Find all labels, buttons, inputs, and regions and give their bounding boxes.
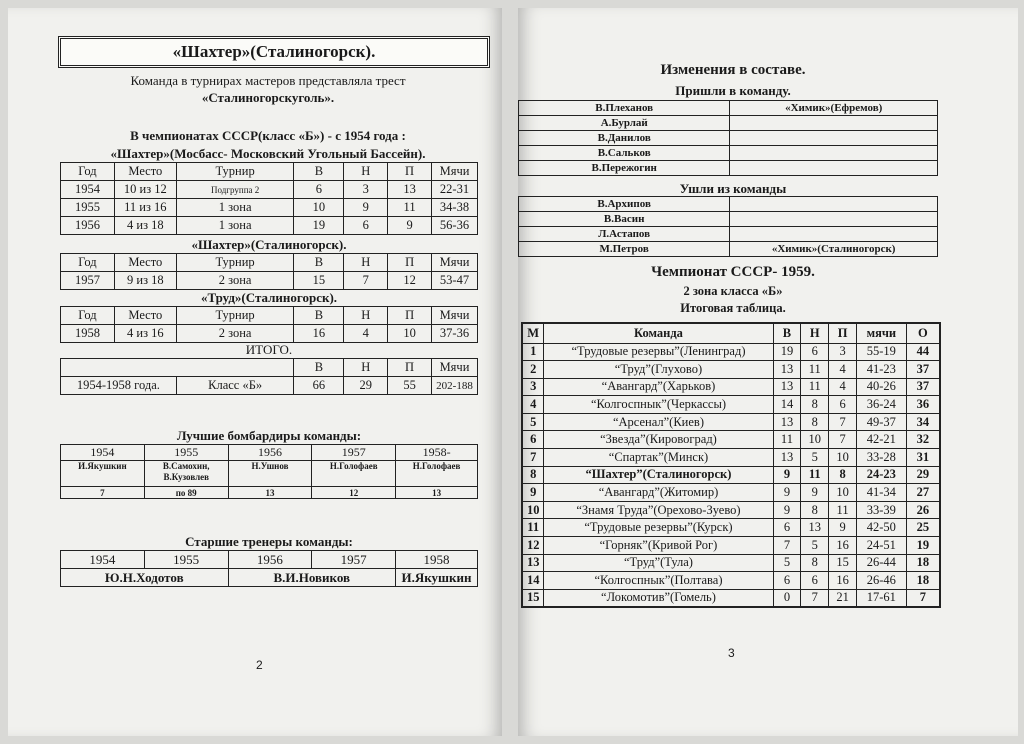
th-draws: Н: [344, 163, 388, 181]
standings-header-row: [522, 323, 940, 343]
th-wins: В: [294, 254, 344, 272]
th-draws: Н: [344, 307, 388, 325]
right-page: [518, 8, 1018, 736]
cell-team: “Горняк”(Кривой Рог): [544, 537, 773, 555]
scorer-name: Н.Ушнов: [228, 461, 312, 487]
cell-wins: 9: [773, 501, 801, 519]
th-wins: В: [294, 163, 344, 181]
scorer-name: В.Самохин, В.Кузовлев: [144, 461, 228, 487]
cell-goals: 41-23: [856, 361, 906, 379]
cell-position: 8: [522, 466, 544, 484]
standings-row: [522, 413, 940, 431]
cell-points: 7: [906, 589, 940, 607]
standings-row: [522, 466, 940, 484]
cell-team: “Колгоспнык”(Черкассы): [544, 396, 773, 414]
cell-losses: 15: [829, 554, 857, 572]
cell-goals: 24-23: [856, 466, 906, 484]
cell-losses: 10: [388, 325, 432, 343]
cell-goals: 42-21: [856, 431, 906, 449]
cell-losses: 4: [829, 361, 857, 379]
cell-team: “Арсенал”(Киев): [544, 413, 773, 431]
came-table: [518, 100, 938, 176]
cell-points: 36: [906, 396, 940, 414]
cell-points: 44: [906, 343, 940, 361]
th-year: Год: [61, 163, 115, 181]
coaches-year-row: [61, 551, 478, 569]
player-to: [730, 212, 938, 227]
cell-draws: 8: [801, 501, 829, 519]
cell-wins: 9: [773, 466, 801, 484]
table-header-row: [61, 359, 478, 377]
coach-year: 1958: [396, 551, 478, 569]
cell-draws: 5: [801, 537, 829, 555]
cell-tournament: 1 зона: [176, 199, 294, 217]
championship-table-title: Итоговая таблица.: [680, 301, 786, 315]
cell-points: 18: [906, 572, 940, 590]
cell-class: Класс «Б»: [176, 377, 294, 395]
coaches-title: Старшие тренеры команды:: [185, 534, 353, 549]
scorer-name: Н.Голофаев: [312, 461, 396, 487]
cell-draws: 7: [801, 589, 829, 607]
table-header-row: [61, 163, 478, 181]
coach-name: И.Якушкин: [396, 569, 478, 587]
cell-draws: 13: [801, 519, 829, 537]
cell-tournament: 1 зона: [176, 217, 294, 235]
cell-wins: 13: [773, 413, 801, 431]
cell-draws: 8: [801, 554, 829, 572]
cell-position: 10: [522, 501, 544, 519]
cell-year: 1954: [61, 181, 115, 199]
table-2-title: «Шахтер»(Сталиногорск).: [191, 237, 347, 252]
th-losses: П: [829, 323, 857, 343]
cell-wins: 0: [773, 589, 801, 607]
cell-tournament: Подгруппа 2: [176, 181, 294, 199]
cell-goals: 36-24: [856, 396, 906, 414]
table-row: [61, 325, 478, 343]
cell-goals: 26-46: [856, 572, 906, 590]
cell-team: “Колгоспнык”(Полтава): [544, 572, 773, 590]
th-place: Место: [114, 307, 176, 325]
player-from: [730, 146, 938, 161]
th-year: Год: [61, 307, 115, 325]
player-name: В.Васин: [519, 212, 730, 227]
cell-team: “Авангард”(Житомир): [544, 484, 773, 502]
cell-goals: 24-51: [856, 537, 906, 555]
scorer-goals: 13: [396, 487, 478, 499]
cell-position: 15: [522, 589, 544, 607]
cell-wins: 5: [773, 554, 801, 572]
cell-draws: 8: [801, 413, 829, 431]
total-table: [60, 358, 478, 395]
cell-wins: 6: [294, 181, 344, 199]
cell-team: “Трудовые резервы”(Курск): [544, 519, 773, 537]
table-row: [519, 146, 938, 161]
scorers-year-row: [61, 445, 478, 461]
th-losses: П: [388, 163, 432, 181]
scorer-goals: 13: [228, 487, 312, 499]
cell-team: “Локомотив”(Гомель): [544, 589, 773, 607]
cell-position: 1: [522, 343, 544, 361]
cell-wins: 16: [294, 325, 344, 343]
th-wins: В: [294, 307, 344, 325]
th-goals: Мячи: [432, 254, 478, 272]
cell-losses: 10: [829, 484, 857, 502]
scorers-title: Лучшие бомбардиры команды:: [176, 428, 362, 443]
cell-draws: 6: [344, 217, 388, 235]
standings-row: [522, 449, 940, 467]
cell-losses: 13: [388, 181, 432, 199]
cell-draws: 29: [344, 377, 388, 395]
cell-place: 9 из 18: [114, 272, 176, 290]
th-draws: Н: [801, 323, 829, 343]
cell-team: “Трудовые резервы”(Ленинград): [544, 343, 773, 361]
cell-goals: 41-34: [856, 484, 906, 502]
section-subheading: «Шахтер»(Мосбасс- Московский Угольный Бассейн).: [110, 146, 426, 161]
table-row: [519, 242, 938, 257]
cell-position: 7: [522, 449, 544, 467]
player-to: [730, 197, 938, 212]
cell-points: 32: [906, 431, 940, 449]
table-row: [519, 227, 938, 242]
scorers-table: [60, 444, 478, 499]
cell-losses: 8: [829, 466, 857, 484]
th-goals: Мячи: [432, 307, 478, 325]
player-name: В.Пережогин: [519, 161, 730, 176]
player-from: «Химик»(Ефремов): [730, 101, 938, 116]
page-number: 3: [728, 646, 735, 660]
cell-position: 3: [522, 378, 544, 396]
cell-losses: 16: [829, 572, 857, 590]
th-goals: Мячи: [431, 359, 477, 377]
cell-position: 14: [522, 572, 544, 590]
table-row: [519, 101, 938, 116]
section-heading-line: В чемпионатах СССР(класс «Б») - с 1954 года :: [130, 128, 406, 143]
th-tournament: Турнир: [176, 254, 294, 272]
table-3-title: «Труд»(Сталиногорск).: [200, 290, 338, 305]
cell-points: 31: [906, 449, 940, 467]
cell-draws: 8: [801, 396, 829, 414]
cell-position: 9: [522, 484, 544, 502]
cell-place: 10 из 12: [114, 181, 176, 199]
championship-zone: 2 зона класса «Б»: [683, 284, 783, 298]
cell-losses: 3: [829, 343, 857, 361]
player-name: А.Бурлай: [519, 116, 730, 131]
cell-goals: 55-19: [856, 343, 906, 361]
cell-points: 19: [906, 537, 940, 555]
table-row: [61, 272, 478, 290]
scorer-year: 1958-: [396, 445, 478, 461]
cell-losses: 12: [388, 272, 432, 290]
cell-points: 27: [906, 484, 940, 502]
cell-losses: 9: [829, 519, 857, 537]
standings-row: [522, 537, 940, 555]
table-row: [61, 217, 478, 235]
intro-line-1: Команда в турнирах мастеров представляла трест: [130, 73, 406, 88]
cell-team: “Авангард”(Харьков): [544, 378, 773, 396]
scorer-year: 1954: [61, 445, 145, 461]
cell-losses: 7: [829, 431, 857, 449]
th-place: Место: [114, 254, 176, 272]
player-to: [730, 227, 938, 242]
left-page: [8, 8, 502, 736]
cell-year: 1958: [61, 325, 115, 343]
cell-losses: 11: [829, 501, 857, 519]
standings-row: [522, 589, 940, 607]
cell-goals: 34-38: [432, 199, 478, 217]
th-goals: Мячи: [432, 163, 478, 181]
coach-year: 1955: [144, 551, 228, 569]
th-team: Команда: [544, 323, 773, 343]
coach-year: 1956: [228, 551, 312, 569]
th-wins: В: [773, 323, 801, 343]
cell-losses: 16: [829, 537, 857, 555]
cell-goals: 42-50: [856, 519, 906, 537]
intro-line-2: «Сталиногорскуголь».: [201, 90, 335, 105]
cell-wins: 13: [773, 361, 801, 379]
cell-wins: 9: [773, 484, 801, 502]
scorer-goals: 7: [61, 487, 145, 499]
page-title-box: [58, 36, 490, 68]
cell-position: 6: [522, 431, 544, 449]
player-name: Л.Астапов: [519, 227, 730, 242]
left-team-title: Ушли из команды: [679, 181, 787, 196]
th-place: Место: [114, 163, 176, 181]
cell-wins: 15: [294, 272, 344, 290]
player-from: [730, 131, 938, 146]
total-title: ИТОГО.: [245, 342, 293, 357]
cell-wins: 11: [773, 431, 801, 449]
player-name: В.Данилов: [519, 131, 730, 146]
standings-row: [522, 554, 940, 572]
standings-row: [522, 431, 940, 449]
table-row: [61, 199, 478, 217]
intro: [48, 72, 488, 106]
scorer-year: 1956: [228, 445, 312, 461]
cell-losses: 7: [829, 413, 857, 431]
cell-draws: 11: [801, 466, 829, 484]
table-row: [519, 131, 938, 146]
standings-row: [522, 361, 940, 379]
cell-wins: 7: [773, 537, 801, 555]
scorer-name: Н.Голофаев: [396, 461, 478, 487]
table-header-row: [61, 307, 478, 325]
cell-position: 5: [522, 413, 544, 431]
cell-losses: 21: [829, 589, 857, 607]
scorer-goals: 12: [312, 487, 396, 499]
standings-row: [522, 519, 940, 537]
changes-title: Изменения в составе.: [660, 62, 806, 78]
cell-points: 34: [906, 413, 940, 431]
cell-goals: 26-44: [856, 554, 906, 572]
scorer-year: 1955: [144, 445, 228, 461]
cell-team: “Шахтер”(Сталиногорск): [544, 466, 773, 484]
coach-name: Ю.Н.Ходотов: [61, 569, 229, 587]
seasons-table-3: [60, 306, 478, 343]
cell-wins: 13: [773, 449, 801, 467]
seasons-table-1: [60, 162, 478, 235]
page-number: 2: [256, 658, 263, 672]
cell-goals: 40-26: [856, 378, 906, 396]
cell-goals: 22-31: [432, 181, 478, 199]
coach-year: 1957: [312, 551, 396, 569]
player-to: «Химик»(Сталиногорск): [730, 242, 938, 257]
cell-wins: 19: [294, 217, 344, 235]
cell-wins: 66: [294, 377, 344, 395]
cell-team: “Спартак”(Минск): [544, 449, 773, 467]
th-losses: П: [388, 307, 432, 325]
cell-draws: 11: [801, 361, 829, 379]
th-goals: мячи: [856, 323, 906, 343]
cell-wins: 10: [294, 199, 344, 217]
cell-goals: 33-28: [856, 449, 906, 467]
player-from: [730, 116, 938, 131]
cell-losses: 9: [388, 217, 432, 235]
player-from: [730, 161, 938, 176]
cell-points: 25: [906, 519, 940, 537]
cell-position: 13: [522, 554, 544, 572]
table-row: [519, 116, 938, 131]
left-table: [518, 196, 938, 257]
cell-points: 29: [906, 466, 940, 484]
cell-losses: 10: [829, 449, 857, 467]
cell-team: “Труд”(Глухово): [544, 361, 773, 379]
total-blank-cell: [61, 359, 294, 377]
th-position: М: [522, 323, 544, 343]
cell-year: 1956: [61, 217, 115, 235]
standings-row: [522, 378, 940, 396]
scorers-goals-row: [61, 487, 478, 499]
player-name: М.Петров: [519, 242, 730, 257]
cell-losses: 6: [829, 396, 857, 414]
th-draws: Н: [344, 254, 388, 272]
player-name: В.Архипов: [519, 197, 730, 212]
cell-year: 1955: [61, 199, 115, 217]
cell-goals: 202-188: [431, 377, 477, 395]
cell-draws: 9: [801, 484, 829, 502]
cell-position: 2: [522, 361, 544, 379]
cell-team: “Звезда”(Кировоград): [544, 431, 773, 449]
cell-team: “Знамя Труда”(Орехово-Зуево): [544, 501, 773, 519]
scorers-name-row: [61, 461, 478, 487]
cell-position: 4: [522, 396, 544, 414]
cell-goals: 56-36: [432, 217, 478, 235]
cell-draws: 5: [801, 449, 829, 467]
cell-draws: 9: [344, 199, 388, 217]
cell-goals: 49-37: [856, 413, 906, 431]
cell-tournament: 2 зона: [176, 325, 294, 343]
cell-points: 18: [906, 554, 940, 572]
coach-year: 1954: [61, 551, 145, 569]
cell-place: 4 из 16: [114, 325, 176, 343]
scorer-name: И.Якушкин: [61, 461, 145, 487]
cell-wins: 6: [773, 572, 801, 590]
scorer-year: 1957: [312, 445, 396, 461]
cell-losses: 11: [388, 199, 432, 217]
cell-team: “Труд”(Тула): [544, 554, 773, 572]
th-tournament: Турнир: [176, 163, 294, 181]
cell-tournament: 2 зона: [176, 272, 294, 290]
cell-wins: 19: [773, 343, 801, 361]
cell-wins: 6: [773, 519, 801, 537]
th-points: О: [906, 323, 940, 343]
came-title: Пришли в команду.: [675, 83, 791, 98]
cell-goals: 37-36: [432, 325, 478, 343]
player-name: В.Сальков: [519, 146, 730, 161]
team-title: «Шахтер»(Сталиногорск).: [172, 42, 376, 61]
standings-table: [521, 322, 941, 608]
cell-points: 37: [906, 361, 940, 379]
cell-goals: 33-39: [856, 501, 906, 519]
standings-row: [522, 484, 940, 502]
table-row: [61, 181, 478, 199]
cell-place: 4 из 18: [114, 217, 176, 235]
cell-draws: 7: [344, 272, 388, 290]
cell-year: 1957: [61, 272, 115, 290]
cell-draws: 3: [344, 181, 388, 199]
championship-title: Чемпионат СССР- 1959.: [651, 264, 815, 280]
table-row: [519, 161, 938, 176]
cell-goals: 53-47: [432, 272, 478, 290]
coaches-table: [60, 550, 478, 587]
cell-draws: 6: [801, 343, 829, 361]
cell-goals: 17-61: [856, 589, 906, 607]
coach-name: В.И.Новиков: [228, 569, 396, 587]
player-name: В.Плеханов: [519, 101, 730, 116]
table-row: [519, 197, 938, 212]
standings-row: [522, 343, 940, 361]
seasons-table-2: [60, 253, 478, 290]
table-header-row: [61, 254, 478, 272]
cell-losses: 4: [829, 378, 857, 396]
th-losses: П: [388, 359, 432, 377]
standings-row: [522, 572, 940, 590]
cell-place: 11 из 16: [114, 199, 176, 217]
cell-draws: 11: [801, 378, 829, 396]
th-losses: П: [388, 254, 432, 272]
cell-draws: 4: [344, 325, 388, 343]
cell-points: 26: [906, 501, 940, 519]
cell-draws: 10: [801, 431, 829, 449]
standings-row: [522, 501, 940, 519]
table-row: [61, 377, 478, 395]
cell-wins: 14: [773, 396, 801, 414]
cell-points: 37: [906, 378, 940, 396]
scorer-goals: по 89: [144, 487, 228, 499]
section-heading: [48, 127, 488, 163]
th-year: Год: [61, 254, 115, 272]
cell-draws: 6: [801, 572, 829, 590]
cell-losses: 55: [388, 377, 432, 395]
cell-period: 1954-1958 года.: [61, 377, 177, 395]
cell-position: 11: [522, 519, 544, 537]
cell-position: 12: [522, 537, 544, 555]
cell-wins: 13: [773, 378, 801, 396]
table-row: [519, 212, 938, 227]
th-wins: В: [294, 359, 344, 377]
th-tournament: Турнир: [176, 307, 294, 325]
coaches-name-row: [61, 569, 478, 587]
th-draws: Н: [344, 359, 388, 377]
standings-row: [522, 396, 940, 414]
